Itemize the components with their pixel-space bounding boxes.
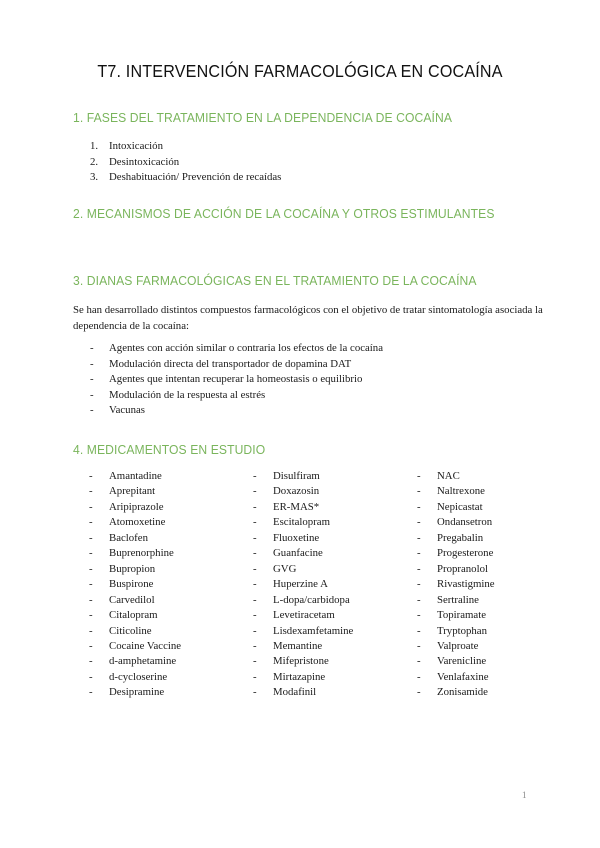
bullet-dash: - [90, 373, 94, 386]
medication-item [89, 593, 181, 608]
medication-item [417, 531, 495, 546]
section-2-heading: 2. MECANISMOS DE ACCIÓN DE LA COCAÍNA Y OTROS ESTIMULANTES [73, 206, 495, 221]
medication-name: Atomoxetine [109, 516, 166, 529]
medication-name: d-cycloserine [109, 670, 168, 683]
list-text: Modulación de la respuesta al estrés [109, 388, 266, 401]
medication-item [417, 484, 495, 499]
medication-item [89, 562, 181, 577]
bullet-dash: - [89, 500, 93, 513]
section-3-paragraph: Se han desarrollado distintos compuestos farmacológicos con el objetivo de tratar sintomatología asociada la dependencia de la cocaína: [73, 304, 543, 332]
medication-item [417, 562, 495, 577]
medication-name: Levetiracetam [273, 609, 335, 622]
list-item [90, 341, 383, 357]
bullet-dash: - [417, 562, 421, 575]
bullet-dash: - [417, 516, 421, 529]
medication-name: Sertraline [437, 593, 479, 606]
list-text: Intoxicación [109, 140, 163, 152]
medications-column-1 [89, 469, 181, 701]
medication-name: Baclofen [109, 531, 148, 544]
medication-name: Valproate [437, 639, 479, 652]
medication-item [89, 469, 181, 484]
bullet-dash: - [417, 485, 421, 498]
medication-name: Cocaine Vaccine [109, 639, 182, 652]
medication-item [253, 639, 353, 654]
bullet-dash: - [89, 578, 93, 591]
list-text: Agentes con acción similar o contraria los efectos de la cocaína [109, 342, 384, 354]
medication-item [417, 639, 495, 654]
medication-name: Huperzine A [273, 578, 328, 591]
bullet-dash: - [253, 655, 257, 668]
list-number: 1. [90, 140, 99, 152]
list-number: 3. [90, 171, 99, 183]
list-text: Modulación directa del transportador de dopamina DAT [109, 357, 352, 370]
medication-item [417, 500, 495, 515]
bullet-dash: - [89, 485, 93, 498]
bullet-dash: - [253, 547, 257, 560]
medication-name: Memantine [273, 639, 323, 652]
medication-name: Rivastigmine [437, 578, 495, 591]
medication-item [253, 654, 353, 669]
bullet-dash: - [253, 500, 257, 513]
medication-item [89, 577, 181, 592]
bullet-dash: - [89, 593, 93, 606]
list-item [90, 139, 281, 155]
medication-name: Lisdexamfetamine [273, 624, 354, 637]
medication-item [89, 515, 181, 530]
medication-item [253, 577, 353, 592]
list-item [90, 357, 383, 373]
medication-name: Doxazosin [273, 485, 320, 498]
bullet-dash: - [417, 547, 421, 560]
medication-name: NAC [437, 470, 460, 482]
medication-name: Desipramine [109, 686, 165, 699]
medication-item [89, 670, 181, 685]
medication-name: Mirtazapine [273, 670, 326, 683]
list-text: Deshabituación/ Prevención de recaídas [109, 171, 282, 183]
medication-item [417, 593, 495, 608]
bullet-dash: - [417, 655, 421, 668]
medication-name: Zonisamide [437, 686, 488, 699]
medication-name: Citicoline [109, 624, 152, 637]
medication-item [253, 484, 353, 499]
list-text: Vacunas [109, 404, 145, 417]
page-number: 1 [522, 790, 527, 800]
medication-item [253, 608, 353, 623]
bullet-dash: - [253, 470, 257, 482]
bullet-dash: - [89, 670, 93, 683]
bullet-dash: - [417, 670, 421, 683]
medication-name: Pregabalin [437, 531, 484, 544]
medication-item [417, 685, 495, 700]
bullet-dash: - [417, 470, 421, 482]
bullet-dash: - [89, 547, 93, 560]
bullet-dash: - [253, 593, 257, 606]
bullet-dash: - [89, 624, 93, 637]
bullet-dash: - [89, 470, 93, 482]
bullet-dash: - [89, 655, 93, 668]
section-4-heading: 4. MEDICAMENTOS EN ESTUDIO [73, 442, 266, 457]
medication-item [89, 500, 181, 515]
bullet-dash: - [417, 624, 421, 637]
medication-item [89, 639, 181, 654]
medication-name: Progesterone [437, 547, 494, 560]
bullet-dash: - [89, 562, 93, 575]
medication-item [417, 654, 495, 669]
bullet-dash: - [417, 578, 421, 591]
bullet-dash: - [417, 500, 421, 513]
bullet-dash: - [89, 639, 93, 652]
medication-name: Citalopram [109, 609, 158, 622]
section-3-heading: 3. DIANAS FARMACOLÓGICAS EN EL TRATAMIENTO DE LA COCAÍNA [73, 273, 477, 288]
bullet-dash: - [417, 686, 421, 699]
medication-name: ER-MAS* [273, 500, 320, 513]
list-item [90, 388, 383, 404]
medication-name: Guanfacine [273, 547, 323, 560]
bullet-dash: - [90, 388, 94, 401]
bullet-dash: - [253, 578, 257, 591]
medication-name: Venlafaxine [437, 670, 489, 683]
medication-name: Carvedilol [109, 593, 155, 606]
medication-name: Nepicastat [437, 500, 483, 513]
medication-item [417, 624, 495, 639]
medication-item [253, 531, 353, 546]
medication-item [89, 685, 181, 700]
targets-list [90, 341, 383, 419]
bullet-dash: - [253, 485, 257, 498]
medication-name: Amantadine [109, 470, 162, 482]
medication-item [89, 484, 181, 499]
medication-item [253, 685, 353, 700]
list-item [90, 170, 281, 186]
medication-item [417, 577, 495, 592]
bullet-dash: - [253, 516, 257, 529]
list-text: Desintoxicación [109, 155, 180, 168]
phases-list [90, 139, 281, 186]
medications-column-3 [417, 469, 495, 701]
medication-item [417, 670, 495, 685]
medication-item [253, 670, 353, 685]
list-text: Agentes que intentan recuperar la homeostasis o equilibrio [109, 373, 363, 386]
medication-item [89, 624, 181, 639]
medications-column-2 [253, 469, 353, 701]
medication-name: Ondansetron [437, 516, 493, 529]
medication-name: Aprepitant [109, 485, 156, 498]
bullet-dash: - [417, 639, 421, 652]
bullet-dash: - [253, 531, 257, 544]
bullet-dash: - [253, 639, 257, 652]
medication-name: Naltrexone [437, 485, 485, 498]
medication-name: L-dopa/carbidopa [273, 593, 350, 606]
medication-name: Bupropion [109, 562, 156, 575]
medication-item [253, 624, 353, 639]
medication-name: Topiramate [437, 609, 487, 622]
medication-item [253, 562, 353, 577]
list-number: 2. [90, 155, 99, 168]
list-item [90, 403, 383, 419]
bullet-dash: - [417, 593, 421, 606]
medication-name: Aripiprazole [109, 500, 164, 513]
bullet-dash: - [417, 609, 421, 622]
bullet-dash: - [90, 357, 94, 370]
list-item [90, 372, 383, 388]
medication-name: Mifepristone [273, 655, 329, 668]
medication-item [253, 593, 353, 608]
medication-item [253, 500, 353, 515]
medication-item [417, 546, 495, 561]
bullet-dash: - [90, 404, 94, 417]
section-1-heading: 1. FASES DEL TRATAMIENTO EN LA DEPENDENCIA DE COCAÍNA [73, 110, 453, 125]
medication-name: GVG [273, 562, 297, 575]
bullet-dash: - [89, 516, 93, 529]
medication-item [417, 608, 495, 623]
list-item [90, 155, 281, 171]
medication-item [253, 469, 353, 484]
bullet-dash: - [253, 562, 257, 575]
bullet-dash: - [417, 531, 421, 544]
medication-item [253, 546, 353, 561]
bullet-dash: - [253, 670, 257, 683]
medication-name: Fluoxetine [273, 531, 320, 544]
medication-item [253, 515, 353, 530]
medication-name: Varenicline [437, 655, 487, 668]
bullet-dash: - [253, 686, 257, 699]
medication-name: Buspirone [109, 578, 154, 591]
medication-name: Buprenorphine [109, 547, 174, 560]
medication-name: Tryptophan [437, 624, 487, 637]
bullet-dash: - [89, 609, 93, 622]
medication-item [89, 654, 181, 669]
medication-item [417, 469, 495, 484]
medication-name: d-amphetamine [109, 655, 177, 668]
medication-item [89, 608, 181, 623]
bullet-dash: - [89, 686, 93, 699]
bullet-dash: - [89, 531, 93, 544]
medication-name: Modafinil [273, 686, 317, 699]
medication-item [89, 531, 181, 546]
medication-name: Escitalopram [273, 516, 330, 529]
medication-name: Disulfiram [273, 470, 320, 482]
page-title: T7. INTERVENCIÓN FARMACOLÓGICA EN COCAÍNA [97, 61, 503, 81]
bullet-dash: - [253, 609, 257, 622]
medication-item [417, 515, 495, 530]
bullet-dash: - [90, 342, 94, 354]
bullet-dash: - [253, 624, 257, 637]
medication-item [89, 546, 181, 561]
medication-name: Propranolol [437, 562, 488, 575]
